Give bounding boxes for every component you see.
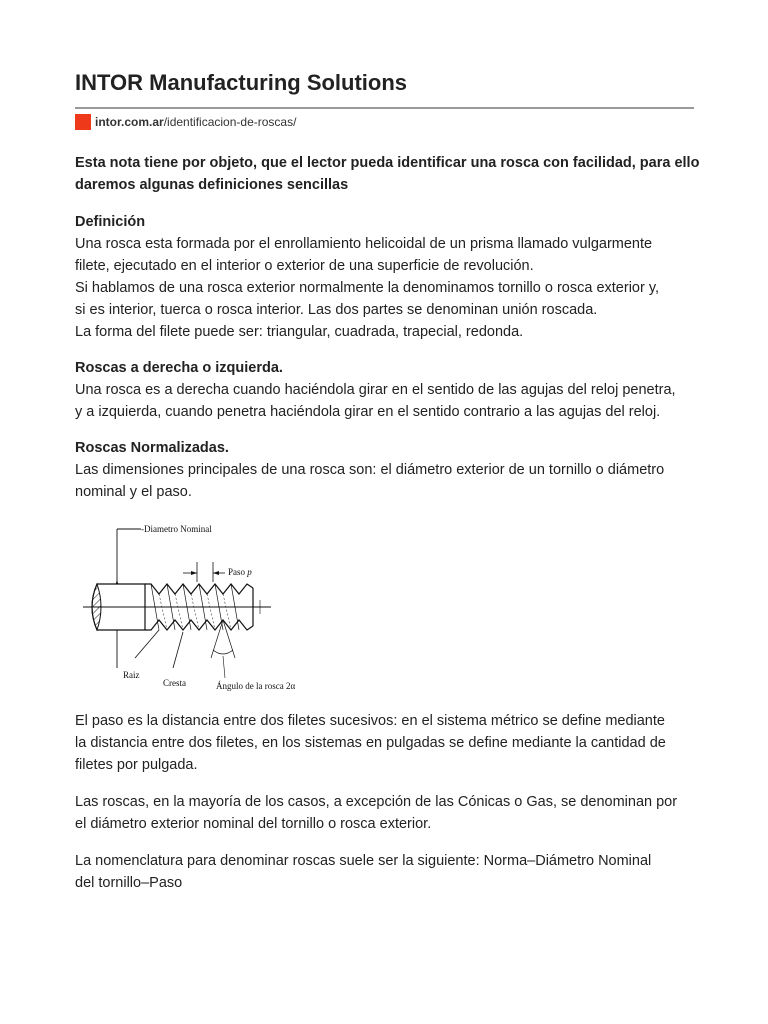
thread-diagram-svg	[75, 518, 307, 698]
thread-diagram	[75, 518, 307, 698]
intro-line: daremos algunas definiciones sencillas	[75, 177, 349, 193]
normalizadas-section	[75, 437, 695, 503]
derecha-line: Una rosca es a derecha cuando haciéndola girar en el sentido de las agujas del reloj penetra,	[75, 382, 676, 398]
normalizadas-line: nominal y el paso.	[75, 484, 192, 500]
nomenclatura-line: La nomenclatura para denominar roscas suele ser la siguiente: Norma–Diámetro Nominal	[75, 853, 652, 869]
source-domain: intor.com.ar	[95, 115, 164, 129]
normalizadas-heading: Roscas Normalizadas.	[75, 440, 229, 456]
definicion-line: filete, ejecutado en el interior o exterior de una superficie de revolución.	[75, 258, 534, 274]
source-path: /identificacion-de-roscas/	[163, 115, 297, 129]
cresta-label: Cresta	[163, 678, 186, 688]
definicion-line: Una rosca esta formada por el enrollamiento helicoidal de un prisma llamado vulgarmente	[75, 236, 653, 252]
paso-label	[228, 567, 252, 577]
definicion-line: La forma del filete puede ser: triangular, cuadrada, trapecial, redonda.	[75, 324, 524, 340]
definicion-heading: Definición	[75, 214, 146, 230]
paso-line: filetes por pulgada.	[75, 757, 198, 773]
definicion-section	[75, 211, 695, 343]
derecha-line: y a izquierda, cuando penetra haciéndola girar en el sentido contrario a las agujas del reloj.	[75, 404, 661, 420]
roscas-line: Las roscas, en la mayoría de los casos, a excepción de las Cónicas o Gas, se denominan por	[75, 794, 678, 810]
nomenclatura-line: del tornillo–Paso	[75, 875, 183, 891]
definicion-line: si es interior, tuerca o rosca interior. Las dos partes se denominan unión roscada.	[75, 302, 598, 318]
source-link[interactable]	[75, 113, 296, 131]
cresta-leader	[173, 632, 183, 668]
paso-line: la distancia entre dos filetes, en los sistemas en pulgadas se define mediante la cantidad de	[75, 735, 666, 751]
diametro-nominal-label: -Diametro Nominal	[141, 524, 212, 534]
raiz-label: Raiz	[123, 670, 140, 680]
raiz-leader	[135, 630, 159, 658]
paso-text: Paso	[228, 567, 246, 577]
paso-line: El paso es la distancia entre dos filetes sucesivos: en el sistema métrico se define mediante	[75, 713, 665, 729]
angulo-label: Ángulo de la rosca 2α	[216, 681, 296, 691]
nomenclatura-paragraph	[75, 850, 695, 894]
intro-paragraph	[75, 152, 700, 196]
roscas-line: el diámetro exterior nominal del tornillo o rosca exterior.	[75, 816, 432, 832]
intro-line: Esta nota tiene por objeto, que el lector pueda identificar una rosca con facilidad, para ello	[75, 155, 700, 171]
paso-paragraph	[75, 710, 695, 776]
page-title: INTOR Manufacturing Solutions	[75, 70, 408, 95]
derecha-heading: Roscas a derecha o izquierda.	[75, 360, 283, 376]
paso-symbol: p	[247, 567, 252, 577]
definicion-line: Si hablamos de una rosca exterior normalmente la denominamos tornillo o rosca exterior y,	[75, 280, 660, 296]
derecha-section	[75, 357, 695, 423]
title-divider	[75, 107, 694, 109]
site-favicon-icon	[75, 114, 91, 130]
roscas-paragraph	[75, 791, 695, 835]
normalizadas-line: Las dimensiones principales de una rosca son: el diámetro exterior de un tornillo o diámetro	[75, 462, 665, 478]
paso-dimension	[183, 562, 225, 582]
